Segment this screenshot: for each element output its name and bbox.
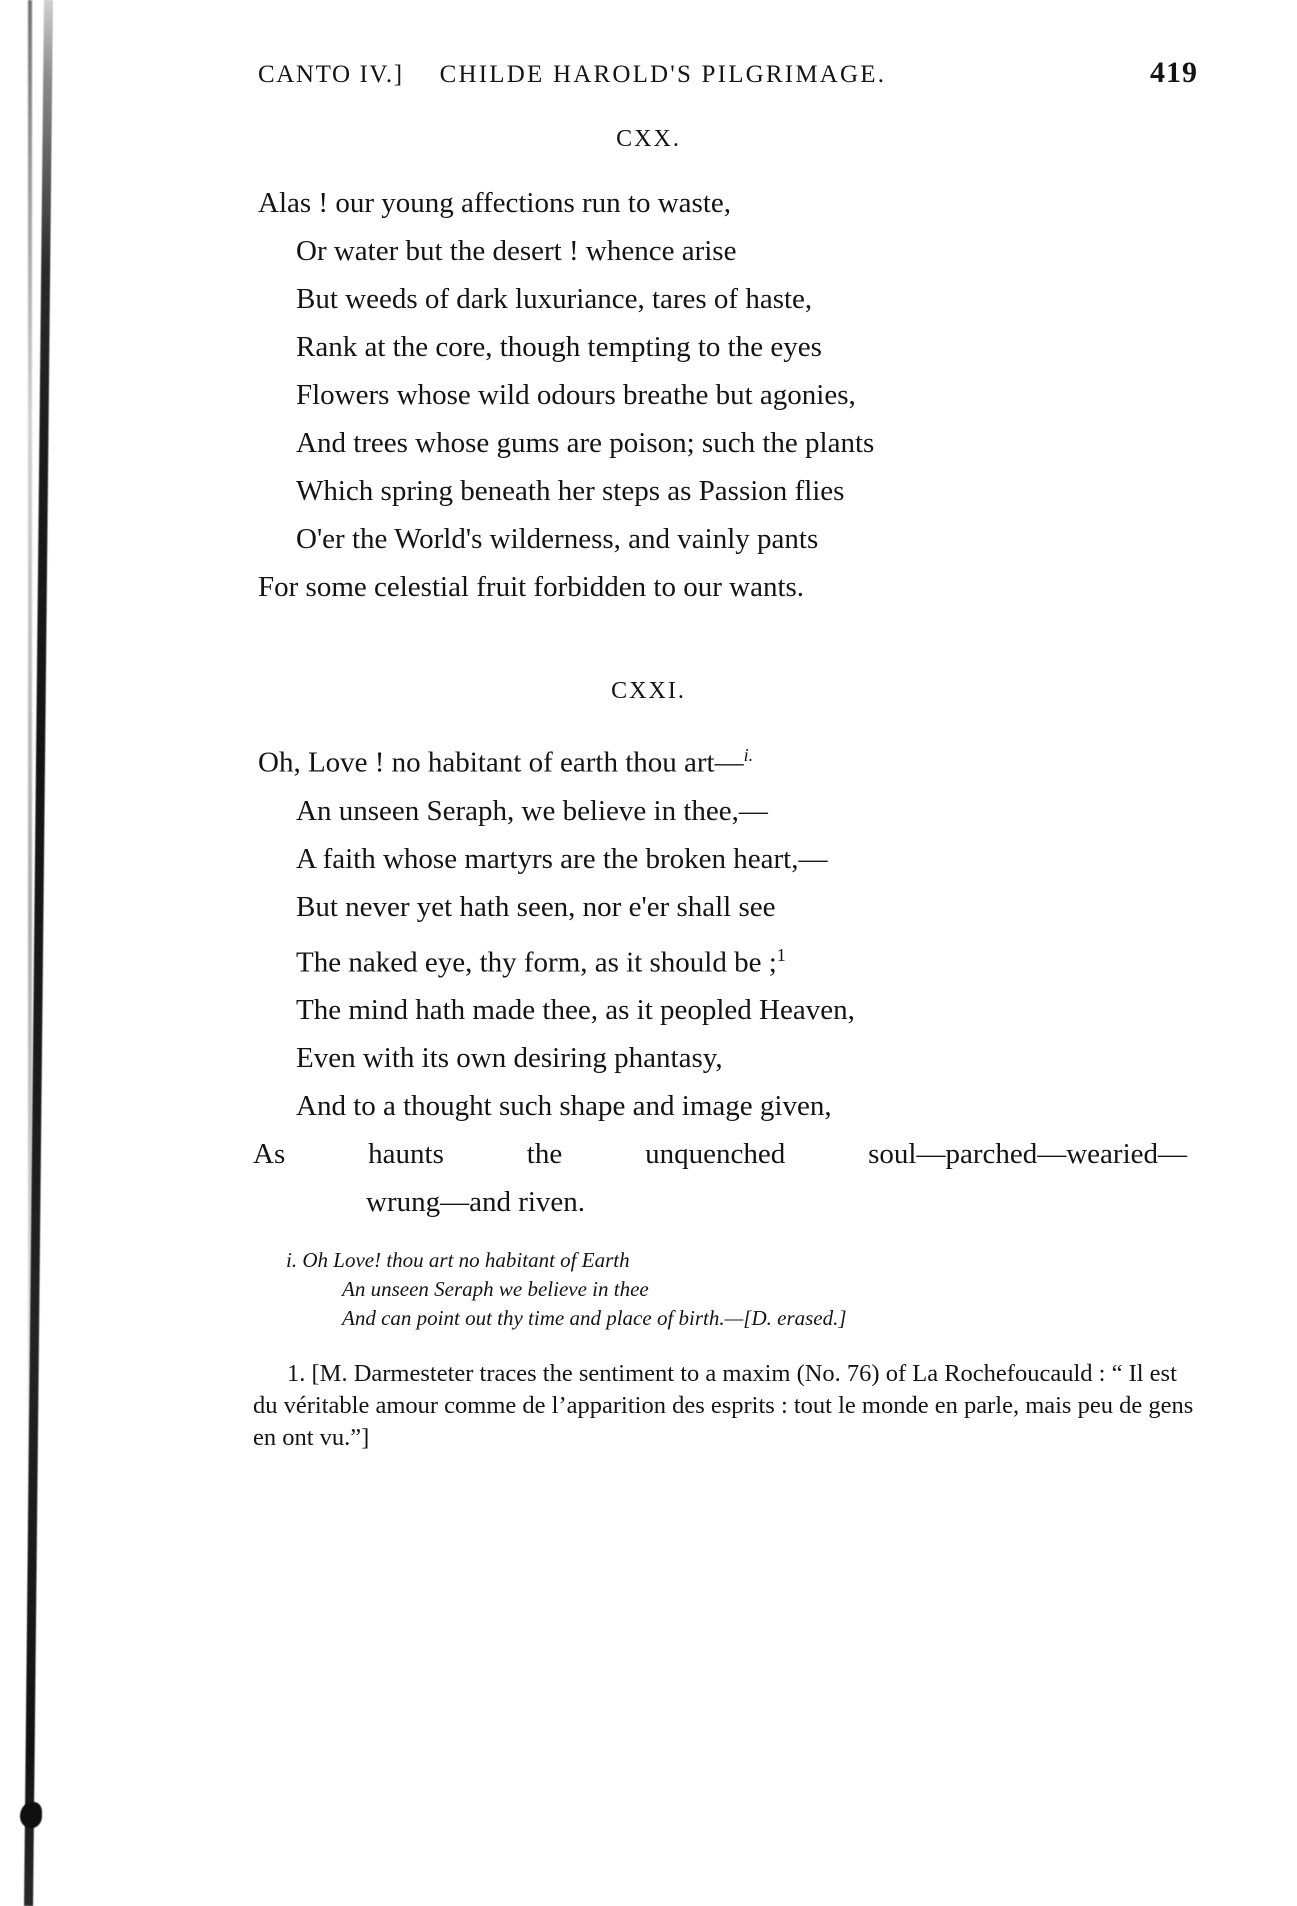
verse-line: Which spring beneath her steps as Passion flies	[296, 475, 845, 507]
running-head-canto: CANTO IV.]	[258, 61, 404, 88]
verse-line: Alas ! our young affections run to waste,	[258, 187, 732, 219]
footnote-reference-marker: 1	[776, 944, 786, 965]
verse-line: And to a thought such shape and image given,	[296, 1090, 832, 1123]
verse-line	[0, 731, 1297, 787]
verse-line: The mind hath made thee, as it peopled Heaven,	[296, 994, 855, 1027]
verse-line: Even with its own desiring phantasy,	[296, 1042, 723, 1075]
stanza-number: CXX.	[616, 126, 681, 152]
verse-line: As haunts the unquenched soul—parched—wearied—	[253, 1138, 1187, 1171]
variant-note-text: Oh Love! thou art no habitant of Earth	[302, 1248, 630, 1272]
verse-line: And trees whose gums are poison; such the plants	[296, 427, 875, 459]
verse-line: But never yet hath seen, nor e'er shall see	[296, 890, 776, 923]
stanza-cxxi	[0, 678, 1297, 1226]
verse-text: Oh, Love ! no habitant of earth thou art—	[258, 746, 744, 779]
stanza-cxx	[0, 126, 1297, 611]
verse-line	[0, 931, 1297, 987]
verse-line: Rank at the core, though tempting to the eyes	[296, 331, 822, 363]
variant-note	[286, 1246, 1186, 1333]
variant-note-line	[286, 1246, 1186, 1275]
stanza-lines	[0, 731, 1297, 1226]
variant-note-line	[286, 1304, 1186, 1333]
verse-line-runover: wrung—and riven.	[366, 1186, 586, 1219]
verse-line: But weeds of dark luxuriance, tares of haste,	[296, 283, 813, 315]
stanza-lines	[0, 179, 1297, 611]
verse-line: A faith whose martyrs are the broken heart,—	[296, 842, 828, 875]
variant-note-source: —[D. erased.]	[724, 1306, 847, 1330]
running-head-title: CHILDE HAROLD'S PILGRIMAGE.	[439, 61, 887, 88]
variant-reference-marker: i.	[743, 745, 754, 765]
editorial-footnote	[253, 1358, 1205, 1454]
verse-line: O'er the World's wilderness, and vainly pants	[296, 523, 819, 555]
editorial-footnote-text: 1. [M. Darmesteter traces the sentiment to a maxim (No. 76) of La Rochefoucauld : “ Il est du véritable amour comme de l’apparition des esprits : tout le monde en parle, mais peu de gens en ont vu.”]	[253, 1360, 1194, 1451]
verse-line: An unseen Seraph, we believe in thee,—	[296, 794, 768, 827]
variant-note-line: An unseen Seraph we believe in thee	[342, 1277, 649, 1301]
variant-note-marker: i.	[286, 1248, 298, 1272]
verse-line: For some celestial fruit forbidden to our wants.	[258, 571, 805, 603]
verse-line: Flowers whose wild odours breathe but agonies,	[296, 379, 856, 411]
variant-note-text: And can point out thy time and place of birth.	[342, 1306, 725, 1330]
page-number: 419	[1150, 56, 1198, 89]
stanza-number: CXXI.	[611, 678, 686, 704]
verse-line: Or water but the desert ! whence arise	[296, 235, 737, 267]
running-head	[258, 56, 1198, 90]
verse-text: The naked eye, thy form, as it should be ;	[296, 946, 777, 979]
